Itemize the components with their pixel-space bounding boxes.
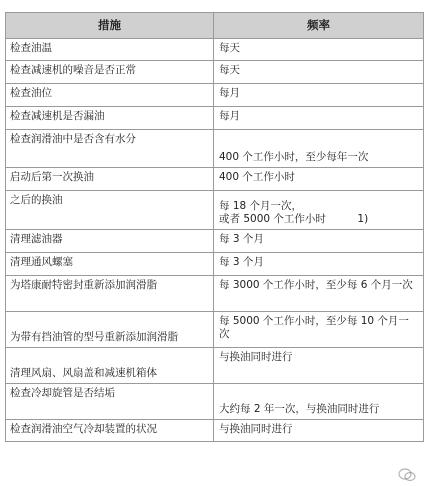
measure-cell: 检查减速机的噪音是否正常 — [6, 61, 214, 84]
table-header-row — [6, 13, 424, 39]
measure-cell: 检查油温 — [6, 39, 214, 61]
measure-cell: 检查润滑油中是否含有水分 — [6, 130, 214, 168]
measure-cell: 检查冷却旋管是否结垢 — [6, 384, 214, 420]
measure-cell: 清理风扇、风扇盖和减速机箱体 — [6, 348, 214, 384]
table-row — [6, 61, 424, 84]
measure-cell: 为塔康耐特密封重新添加润滑脂 — [6, 276, 214, 312]
frequency-cell: 每天 — [214, 61, 424, 84]
measure-cell: 清理通风螺塞 — [6, 253, 214, 276]
table-row — [6, 384, 424, 420]
table-row — [6, 168, 424, 191]
table-row — [6, 230, 424, 253]
frequency-cell: 每 5000 个工作小时，至少每 10 个月一次 — [214, 312, 424, 348]
measure-cell: 检查油位 — [6, 84, 214, 107]
table-row — [6, 84, 424, 107]
table-row — [6, 191, 424, 230]
table-row — [6, 420, 424, 442]
maintenance-table — [5, 12, 424, 442]
header-frequency: 频率 — [214, 13, 424, 39]
frequency-cell: 每天 — [214, 39, 424, 61]
measure-cell: 清理滤油器 — [6, 230, 214, 253]
frequency-cell: 每 18 个月一次， 或者 5000 个工作小时 1) — [214, 191, 424, 230]
table-row — [6, 253, 424, 276]
watermark — [398, 468, 416, 482]
frequency-cell: 每 3 个月 — [214, 230, 424, 253]
frequency-cell: 每月 — [214, 84, 424, 107]
table-row — [6, 276, 424, 312]
table-row — [6, 39, 424, 61]
frequency-cell: 大约每 2 年一次，与换油同时进行 — [214, 384, 424, 420]
frequency-cell: 400 个工作小时 — [214, 168, 424, 191]
table-row — [6, 348, 424, 384]
measure-cell: 检查润滑油空气冷却装置的状况 — [6, 420, 214, 442]
wechat-logo-icon — [398, 468, 416, 482]
frequency-cell: 每 3000 个工作小时，至少每 6 个月一次 — [214, 276, 424, 312]
frequency-cell: 400 个工作小时，至少每年一次 — [214, 130, 424, 168]
measure-cell: 之后的换油 — [6, 191, 214, 230]
frequency-cell: 与换油同时进行 — [214, 348, 424, 384]
table-row — [6, 312, 424, 348]
measure-cell: 为带有挡油管的型号重新添加润滑脂 — [6, 312, 214, 348]
measure-cell: 启动后第一次换油 — [6, 168, 214, 191]
table-row — [6, 107, 424, 130]
frequency-cell: 与换油同时进行 — [214, 420, 424, 442]
measure-cell: 检查减速机是否漏油 — [6, 107, 214, 130]
header-measure: 措施 — [6, 13, 214, 39]
frequency-cell: 每月 — [214, 107, 424, 130]
frequency-cell: 每 3 个月 — [214, 253, 424, 276]
table-row — [6, 130, 424, 168]
